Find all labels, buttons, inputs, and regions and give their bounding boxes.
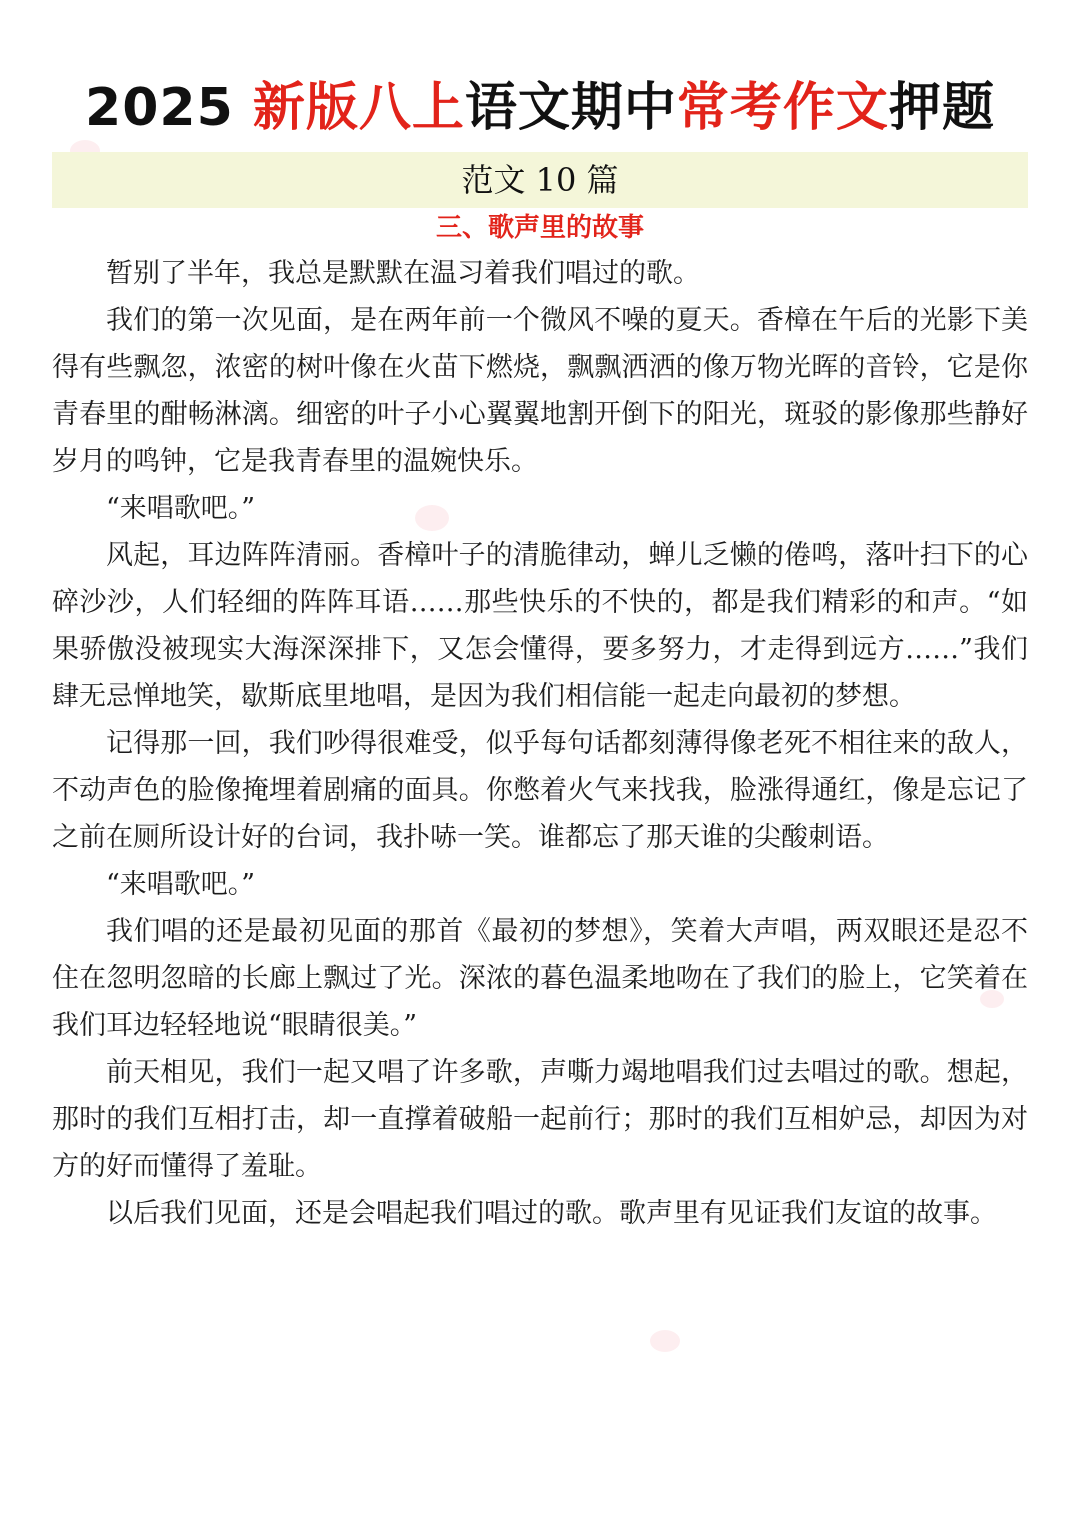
title-topic: 常考作文: [676, 78, 889, 138]
essay-paragraph: 风起，耳边阵阵清丽。香樟叶子的清脆律动，蝉儿乏懒的倦鸣，落叶扫下的心碎沙沙，人们轻细的阵阵耳语……那些快乐的不快的，都是我们精彩的和声。“如果骄傲没被现实大海深深排下，又怎会懂得，要多努力，才走得到远方……”我们肆无忌惮地笑，歇斯底里地唱，是因为我们相信能一起走向最初的梦想。: [52, 540, 1028, 712]
essay-body: [52, 250, 1028, 1237]
essay-paragraph: 我们的第一次见面，是在两年前一个微风不噪的夏天。香樟在午后的光影下美得有些飘忽，浓密的树叶像在火苗下燃烧，飘飘洒洒的像万物光晖的音铃，它是你青春里的酣畅淋漓。细密的叶子小心翼翼地割开倒下的阳光，斑驳的影像那些静好岁月的鸣钟，它是我青春里的温婉快乐。: [52, 305, 1028, 477]
essay-paragraph: “来唱歌吧。”: [106, 493, 256, 524]
subtitle-band: 范文 10 篇: [52, 152, 1028, 208]
essay-paragraph: 暂别了半年，我总是默默在温习着我们唱过的歌。: [106, 258, 700, 289]
title-edition: 新版八上: [252, 78, 465, 138]
section-heading: 三、歌声里的故事: [435, 213, 644, 243]
essay-paragraph: “来唱歌吧。”: [106, 869, 256, 900]
essay-paragraph: 我们唱的还是最初见面的那首《最初的梦想》，笑着大声唱，两双眼还是忍不住在忽明忽暗的长廊上飘过了光。深浓的暮色温柔地吻在了我们的脸上，它笑着在我们耳边轻轻地说“眼睛很美。”: [52, 916, 1028, 1041]
essay-paragraph: 记得那一回，我们吵得很难受，似乎每句话都刻薄得像老死不相往来的敌人，不动声色的脸像掩埋着剧痛的面具。你憋着火气来找我，脸涨得通红，像是忘记了之前在厕所设计好的台词，我扑哧一笑。谁都忘了那天谁的尖酸刺语。: [52, 728, 1028, 853]
title-suffix: 押题: [888, 78, 995, 138]
decorative-blot: [650, 1330, 680, 1352]
essay-paragraph: 以后我们见面，还是会唱起我们唱过的歌。歌声里有见证我们友谊的故事。: [106, 1198, 997, 1229]
title-subject: 语文期中: [464, 78, 677, 138]
page-title: [0, 70, 1080, 146]
essay-paragraph: 前天相见，我们一起又唱了许多歌，声嘶力竭地唱我们过去唱过的歌。想起，那时的我们互相打击，却一直撑着破船一起前行；那时的我们互相妒忌，却因为对方的好而懂得了羞耻。: [52, 1057, 1028, 1182]
title-year: 2025: [85, 78, 253, 138]
